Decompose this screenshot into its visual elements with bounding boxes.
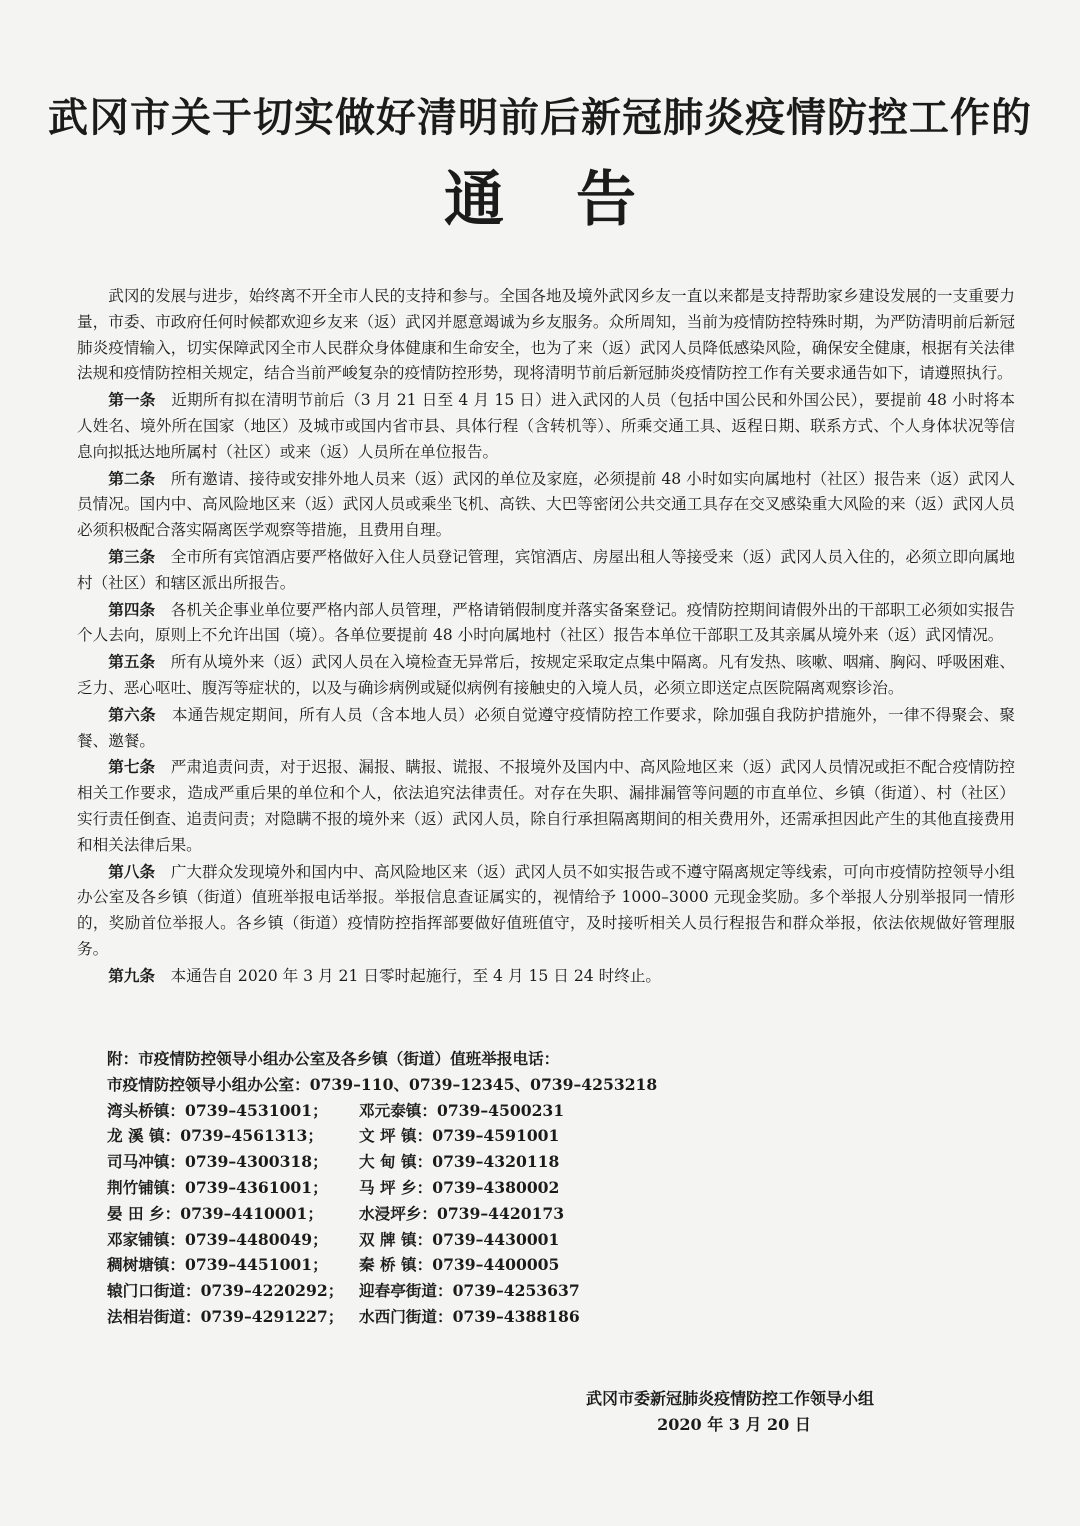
- article-text: 本通告规定期间，所有人员（含本地人员）必须自觉遵守疫情防控工作要求，除加强自我防护措施外，一律不得聚会、聚餐、邀餐。: [77, 705, 1015, 750]
- article-1: [77, 387, 1015, 465]
- article-7: [77, 754, 1015, 858]
- article-text: 严肃追责问责，对于迟报、漏报、瞒报、谎报、不报境外及国内中、高风险地区来（返）武冈人员情况或拒不配合疫情防控相关工作要求，造成严重后果的单位和个人，依法追究法律责任。对存在失职、漏排漏管等问题的市直单位、乡镇（街道）、村（社区）实行责任倒查、追责问责；对隐瞒不报的境外来（返）武冈人员，除自行承担隔离期间的相关费用外，还需承担因此产生的其他直接费用和相关法律后果。: [77, 758, 1015, 854]
- article-label: 第四条: [108, 599, 156, 619]
- hotline-appendix: [107, 1046, 1007, 1330]
- hotline-entry: 荆竹铺镇：0739–4361001；: [107, 1177, 328, 1197]
- article-label: 第五条: [108, 652, 156, 672]
- article-5: [77, 649, 1015, 702]
- hotline-entry: 邓元泰镇：0739–4500231: [359, 1100, 565, 1120]
- hotline-entry: 大 甸 镇：0739–4320118: [359, 1152, 560, 1172]
- document-subtitle: 通告: [444, 165, 708, 235]
- office-hotline: 市疫情防控领导小组办公室：0739–110、0739–12345、0739–4253218: [107, 1074, 658, 1094]
- article-text: 各机关企事业单位要严格内部人员管理，严格请销假制度并落实备案登记。疫情防控期间请假外出的干部职工必须如实报告个人去向，原则上不允许出国（境）。各单位要提前 48 小时向属地村（社区）报告本单位干部职工及其亲属从境外来（返）武冈情况。: [77, 600, 1015, 645]
- article-text: 全市所有宾馆酒店要严格做好入住人员登记管理，宾馆酒店、房屋出租人等接受来（返）武冈人员入住的，必须立即向属地村（社区）和辖区派出所报告。: [77, 547, 1015, 592]
- hotline-entry: 迎春亭街道：0739–4253637: [359, 1281, 580, 1301]
- article-8: [77, 859, 1015, 963]
- article-label: 第八条: [108, 861, 156, 881]
- article-text: 本通告自 2020 年 3 月 21 日零时起施行，至 4 月 15 日 24 时终止。: [170, 966, 662, 985]
- article-text: 所有邀请、接待或安排外地人员来（返）武冈的单位及家庭，必须提前 48 小时如实向属地村（社区）报告来（返）武冈人员情况。国内中、高风险地区来（返）武冈人员或乘坐飞机、高铁、大巴等密闭公共交通工具存在交叉感染重大风险的来（返）武冈人员必须积极配合落实隔离医学观察等措施，且费用自理。: [77, 469, 1015, 540]
- article-4: [77, 597, 1015, 650]
- hotline-entry: 秦 桥 镇：0739–4400005: [359, 1255, 560, 1275]
- hotline-row: [107, 1175, 1007, 1201]
- hotline-entry: 法相岩街道：0739–4291227；: [107, 1306, 344, 1326]
- hotline-entry: 文 坪 镇：0739–4591001: [359, 1126, 560, 1146]
- article-label: 第九条: [108, 965, 155, 985]
- hotline-entry: 邓家铺镇：0739–4480049；: [107, 1229, 328, 1249]
- hotline-entry: 司马冲镇：0739–4300318；: [107, 1152, 328, 1172]
- hotline-entry: 双 牌 镇：0739–4430001: [359, 1229, 560, 1249]
- intro-paragraph: 武冈的发展与进步，始终离不开全市人民的支持和参与。全国各地及境外武冈乡友一直以来都是支持帮助家乡建设发展的一支重要力量，市委、市政府任何时候都欢迎乡友来（返）武冈并愿意竭诚为乡友服务。众所周知，当前为疫情防控特殊时期，为严防清明前后新冠肺炎疫情输入，切实保障武冈全市人民群众身体健康和生命安全，也为了来（返）武冈人员降低感染风险，确保安全健康，根据有关法律法规和疫情防控相关规定，结合当前严峻复杂的疫情防控形势，现将清明节前后新冠肺炎疫情防控工作有关要求通告如下，请遵照执行。: [77, 287, 1015, 383]
- hotline-row: [107, 1123, 1007, 1149]
- hotline-row: [107, 1098, 1007, 1124]
- hotline-entry: 龙 溪 镇：0739–4561313；: [107, 1126, 323, 1146]
- hotline-row: [107, 1252, 1007, 1278]
- hotline-row: [107, 1304, 1007, 1330]
- article-label: 第一条: [108, 390, 156, 410]
- article-9: [77, 963, 1015, 990]
- hotline-entry: 辕门口街道：0739–4220292；: [107, 1281, 344, 1301]
- hotline-row: [107, 1201, 1007, 1227]
- article-3: [77, 544, 1015, 597]
- article-label: 第七条: [108, 757, 156, 777]
- article-label: 第六条: [108, 704, 156, 724]
- article-6: [77, 702, 1015, 755]
- hotline-entry: 湾头桥镇：0739–4531001；: [107, 1100, 328, 1120]
- hotline-entry: 晏 田 乡：0739–4410001；: [107, 1203, 323, 1223]
- document-body: [77, 284, 1015, 990]
- article-text: 所有从境外来（返）武冈人员在入境检查无异常后，按规定采取定点集中隔离。凡有发热、咳嗽、咽痛、胸闷、呼吸困难、乏力、恶心呕吐、腹泻等症状的，以及与确诊病例或疑似病例有接触史的入境人员，必须立即送定点医院隔离观察诊治。: [77, 653, 1015, 697]
- issue-date: 2020 年 3 月 20 日: [657, 1415, 811, 1434]
- hotline-entry: 水西门街道：0739–4388186: [359, 1306, 580, 1326]
- hotline-row: [107, 1278, 1007, 1304]
- article-label: 第三条: [108, 546, 156, 566]
- hotline-row: [107, 1227, 1007, 1253]
- signature-block: [560, 1386, 900, 1438]
- hotline-entry: 稠树塘镇：0739–4451001；: [107, 1255, 328, 1275]
- document-title: 武冈市关于切实做好清明前后新冠肺炎疫情防控工作的: [48, 95, 1032, 141]
- hotline-entry: 水浸坪乡：0739–4420173: [359, 1203, 565, 1223]
- article-label: 第二条: [108, 468, 156, 488]
- article-2: [77, 466, 1015, 544]
- article-text: 广大群众发现境外和国内中、高风险地区来（返）武冈人员不如实报告或不遵守隔离规定等线索，可向市疫情防控领导小组办公室及各乡镇（街道）值班举报电话举报。举报信息查证属实的，视情给予 1000–3000 元现金奖励。多个举报人分别举报同一情形的，奖励首位举报人。各乡镇（街道）疫情防控指挥部要做好值班值守，及时接听相关人员行程报告和群众举报，依法依规做好管理服务。: [77, 862, 1015, 958]
- hotline-row: [107, 1149, 1007, 1175]
- appendix-heading: 附：市疫情防控领导小组办公室及各乡镇（街道）值班举报电话：: [107, 1049, 560, 1068]
- hotline-list: [107, 1098, 1007, 1330]
- hotline-entry: 马 坪 乡：0739–4380002: [359, 1177, 560, 1197]
- issuing-organization: 武冈市委新冠肺炎疫情防控工作领导小组: [585, 1389, 874, 1408]
- article-text: 近期所有拟在清明节前后（3 月 21 日至 4 月 15 日）进入武冈的人员（包括中国公民和外国公民），要提前 48 小时将本人姓名、境外所在国家（地区）及城市或国内省市县、具体行程（含转机等）、所乘交通工具、返程日期、联系方式、个人身体状况等信息向拟抵达地所属村（社区）或来（返）人员所在单位报告。: [77, 391, 1015, 461]
